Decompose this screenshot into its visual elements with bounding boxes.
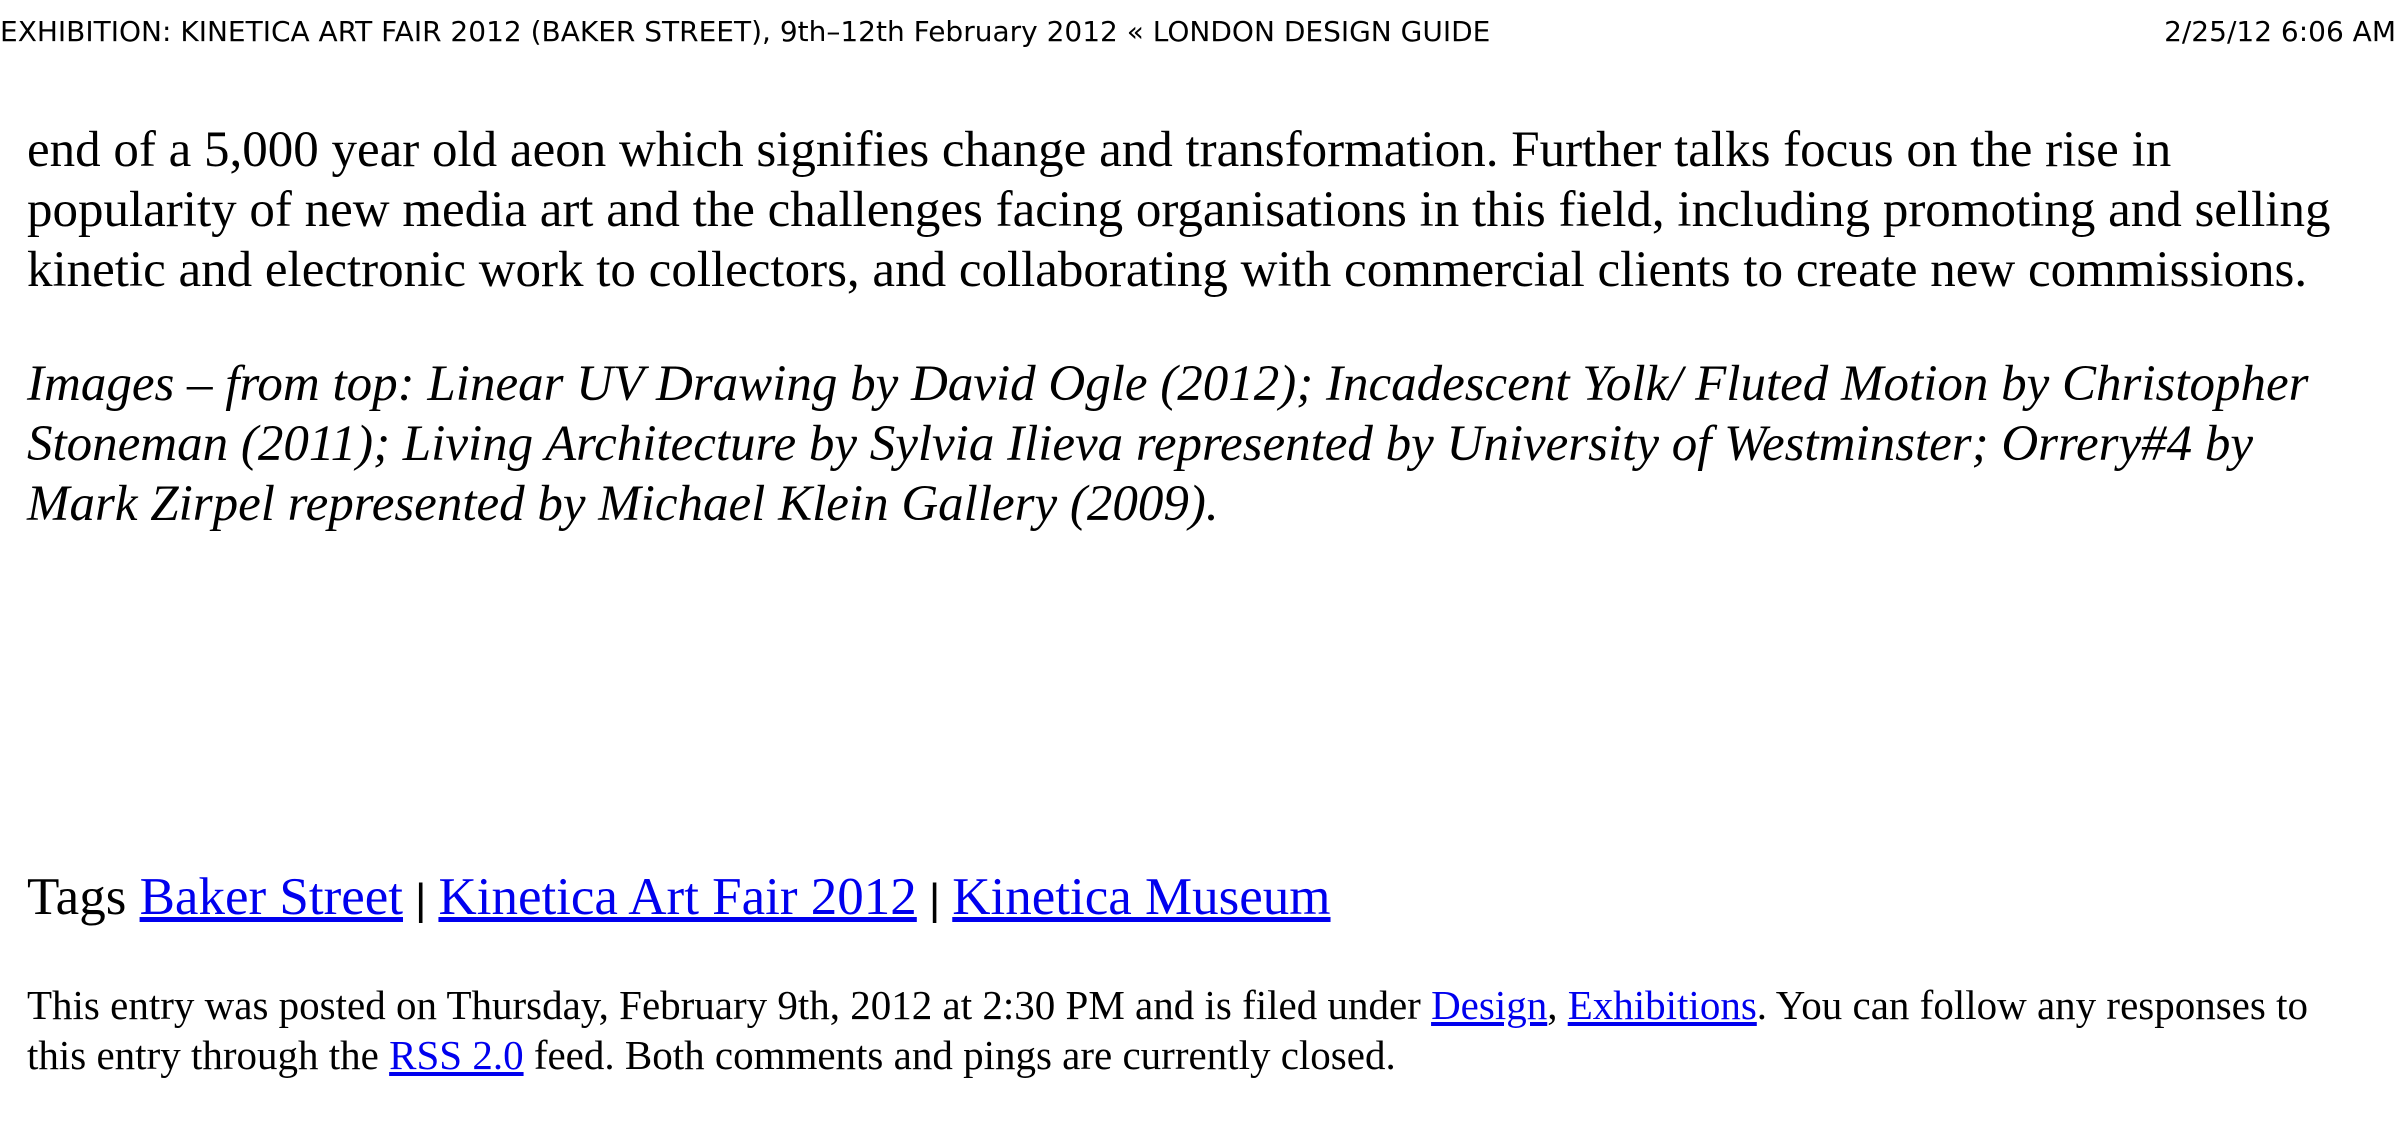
article-body-paragraph: end of a 5,000 year old aeon which signifies change and transformation. Further talks focus on the rise in popularity of new media art and the challenges facing organisations in this field, including promoting and selling kinetic and electronic work to collectors, and collaborating with commercial clients to create new commissions. bbox=[27, 122, 2331, 298]
rss-feed-link[interactable]: RSS 2.0 bbox=[389, 1032, 524, 1078]
category-link-exhibitions[interactable]: Exhibitions bbox=[1567, 982, 1757, 1028]
article-content bbox=[27, 120, 2372, 534]
tag-separator: | bbox=[415, 875, 427, 924]
tag-link-kinetica-museum[interactable]: Kinetica Museum bbox=[952, 868, 1331, 926]
tag-link-kinetica-art-fair-2012[interactable]: Kinetica Art Fair 2012 bbox=[438, 868, 917, 926]
image-caption: Images – from top: Linear UV Drawing by David Ogle (2012); Incadescent Yolk/ Fluted Motion by Christopher Stoneman (2011); Living Architecture by Sylvia Ilieva represented by University of Westminster; Orrery#4 by Mark Zirpel represented by Michael Klein Gallery (2009). bbox=[27, 356, 2309, 532]
print-timestamp: 2/25/12 6:06 AM bbox=[2164, 15, 2396, 48]
category-link-design[interactable]: Design bbox=[1431, 982, 1548, 1028]
tags-line bbox=[27, 865, 1331, 932]
tags-label: Tags bbox=[27, 868, 127, 926]
post-meta-text-before: This entry was posted on Thursday, February 9th, 2012 at 2:30 PM and is filed under bbox=[27, 982, 1432, 1028]
category-separator: , bbox=[1547, 982, 1568, 1028]
post-meta bbox=[27, 980, 2372, 1080]
print-header bbox=[0, 12, 2400, 52]
post-meta-text-middle: . You can follow any responses to this entry through the bbox=[27, 982, 2308, 1078]
tag-link-baker-street[interactable]: Baker Street bbox=[139, 868, 403, 926]
page-title: EXHIBITION: KINETICA ART FAIR 2012 (BAKER STREET), 9th–12th February 2012 « LONDON DESIGN GUIDE bbox=[0, 15, 1491, 48]
post-meta-text-after: feed. Both comments and pings are currently closed. bbox=[523, 1032, 1396, 1078]
tag-separator: | bbox=[928, 875, 941, 924]
